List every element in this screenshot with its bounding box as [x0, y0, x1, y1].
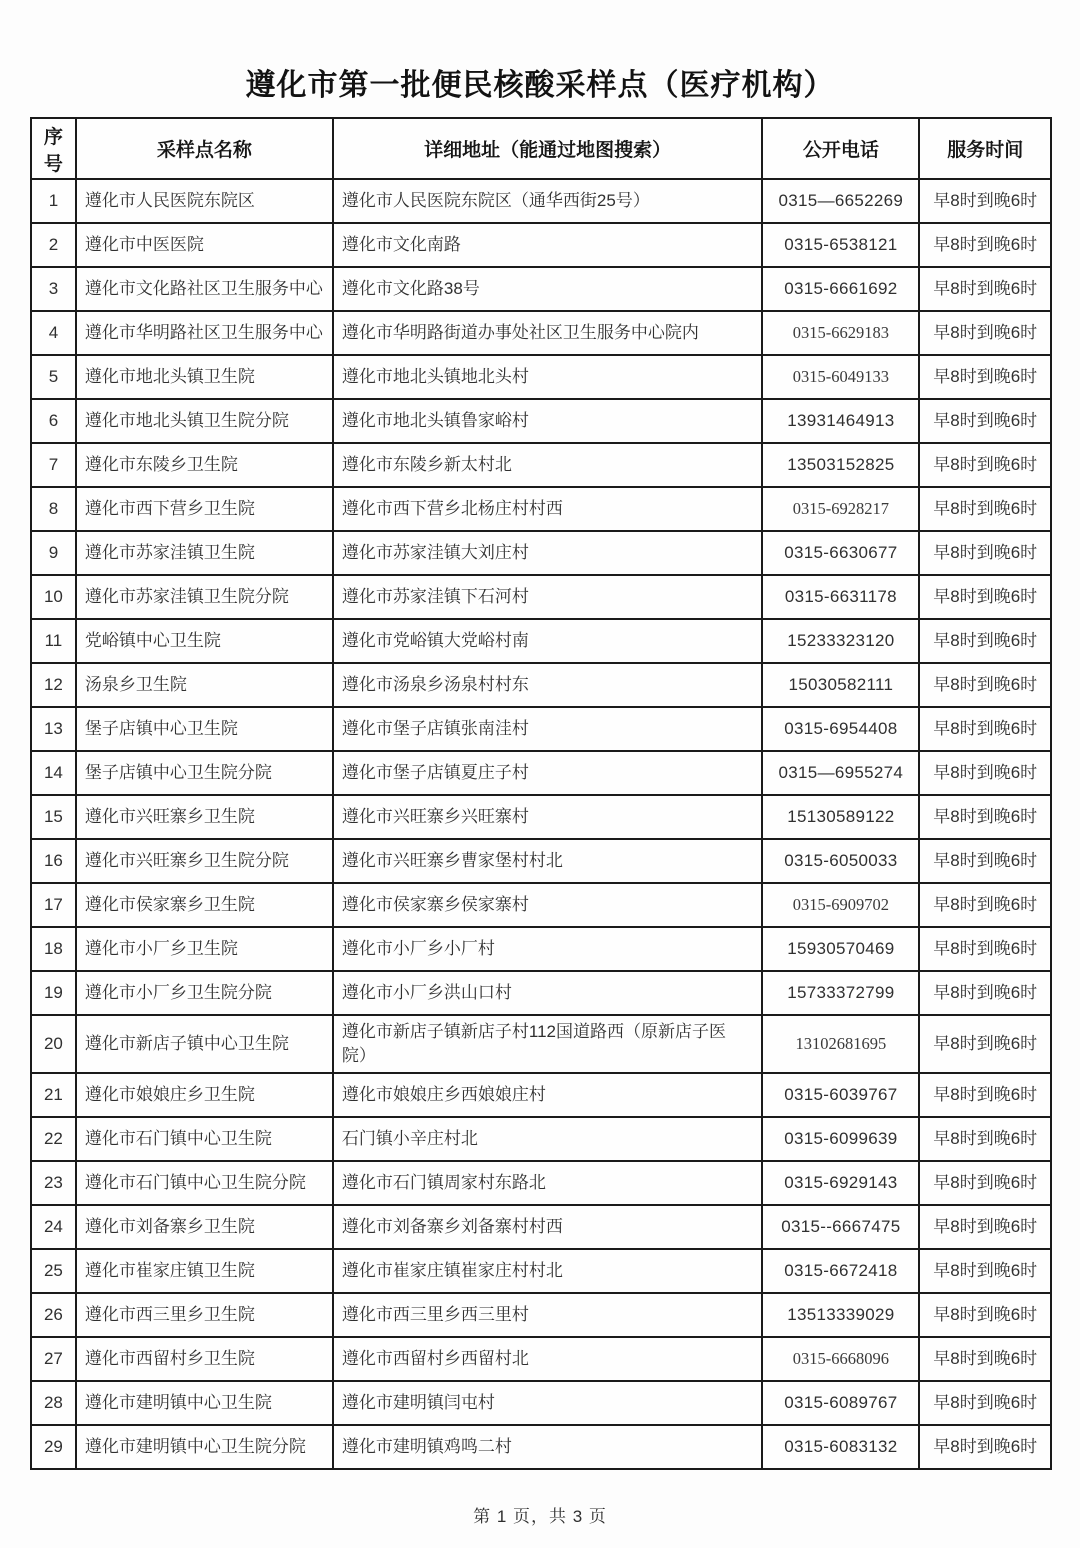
site-address: 石门镇小辛庄村北 — [333, 1117, 762, 1161]
row-number: 7 — [31, 443, 76, 487]
table-row — [31, 575, 1051, 619]
row-number: 25 — [31, 1249, 76, 1293]
site-address: 遵化市东陵乡新太村北 — [333, 443, 762, 487]
table-row — [31, 223, 1051, 267]
table-row — [31, 399, 1051, 443]
site-name: 堡子店镇中心卫生院 — [76, 707, 333, 751]
page-footer: 第 1 页，共 3 页 — [473, 1507, 607, 1526]
site-name: 遵化市建明镇中心卫生院 — [76, 1381, 333, 1425]
service-time: 早8时到晚6时 — [919, 663, 1051, 707]
service-time: 早8时到晚6时 — [919, 1249, 1051, 1293]
site-phone: 13102681695 — [762, 1015, 919, 1073]
table-row — [31, 311, 1051, 355]
table-row — [31, 619, 1051, 663]
site-address: 遵化市侯家寨乡侯家寨村 — [333, 883, 762, 927]
site-address: 遵化市西留村乡西留村北 — [333, 1337, 762, 1381]
table-row — [31, 443, 1051, 487]
site-name: 遵化市华明路社区卫生服务中心 — [76, 311, 333, 355]
column-header: 序号 — [31, 118, 76, 179]
table-row — [31, 1117, 1051, 1161]
header-row — [31, 118, 1051, 179]
row-number: 24 — [31, 1205, 76, 1249]
site-phone: 0315-6909702 — [762, 883, 919, 927]
site-phone: 0315-6629183 — [762, 311, 919, 355]
table-row — [31, 1293, 1051, 1337]
service-time: 早8时到晚6时 — [919, 443, 1051, 487]
page-title: 遵化市第一批便民核酸采样点（医疗机构） — [245, 69, 835, 102]
sampling-points-table — [30, 117, 1052, 1470]
service-time: 早8时到晚6时 — [919, 311, 1051, 355]
site-phone: 0315-6631178 — [762, 575, 919, 619]
site-name: 遵化市苏家洼镇卫生院 — [76, 531, 333, 575]
row-number: 16 — [31, 839, 76, 883]
site-address: 遵化市苏家洼镇下石河村 — [333, 575, 762, 619]
site-name: 遵化市西三里乡卫生院 — [76, 1293, 333, 1337]
row-number: 27 — [31, 1337, 76, 1381]
table-row — [31, 487, 1051, 531]
site-name: 遵化市苏家洼镇卫生院分院 — [76, 575, 333, 619]
site-address: 遵化市堡子店镇张南洼村 — [333, 707, 762, 751]
table-row — [31, 1205, 1051, 1249]
site-address: 遵化市刘备寨乡刘备寨村村西 — [333, 1205, 762, 1249]
site-address: 遵化市西下营乡北杨庄村村西 — [333, 487, 762, 531]
site-phone: 15930570469 — [762, 927, 919, 971]
site-address: 遵化市崔家庄镇崔家庄村村北 — [333, 1249, 762, 1293]
row-number: 13 — [31, 707, 76, 751]
column-header: 服务时间 — [919, 118, 1051, 179]
table-row — [31, 839, 1051, 883]
site-address: 遵化市新店子镇新店子村112国道路西（原新店子医院） — [333, 1015, 762, 1073]
site-address: 遵化市文化路38号 — [333, 267, 762, 311]
service-time: 早8时到晚6时 — [919, 707, 1051, 751]
site-name: 遵化市西下营乡卫生院 — [76, 487, 333, 531]
site-phone: 0315-6661692 — [762, 267, 919, 311]
service-time: 早8时到晚6时 — [919, 575, 1051, 619]
site-name: 遵化市地北头镇卫生院 — [76, 355, 333, 399]
site-phone: 0315-6630677 — [762, 531, 919, 575]
site-phone: 13513339029 — [762, 1293, 919, 1337]
service-time: 早8时到晚6时 — [919, 179, 1051, 223]
site-name: 遵化市刘备寨乡卫生院 — [76, 1205, 333, 1249]
service-time: 早8时到晚6时 — [919, 751, 1051, 795]
site-name: 遵化市文化路社区卫生服务中心 — [76, 267, 333, 311]
table-row — [31, 1249, 1051, 1293]
table-row — [31, 1337, 1051, 1381]
site-phone: 0315-6049133 — [762, 355, 919, 399]
column-header: 采样点名称 — [76, 118, 333, 179]
site-phone: 0315—6652269 — [762, 179, 919, 223]
site-address: 遵化市小厂乡小厂村 — [333, 927, 762, 971]
service-time: 早8时到晚6时 — [919, 1205, 1051, 1249]
site-phone: 15030582111 — [762, 663, 919, 707]
site-address: 遵化市人民医院东院区（通华西街25号） — [333, 179, 762, 223]
row-number: 29 — [31, 1425, 76, 1469]
site-name: 汤泉乡卫生院 — [76, 663, 333, 707]
row-number: 11 — [31, 619, 76, 663]
service-time: 早8时到晚6时 — [919, 1293, 1051, 1337]
table-row — [31, 1015, 1051, 1073]
service-time: 早8时到晚6时 — [919, 487, 1051, 531]
table-row — [31, 1425, 1051, 1469]
site-address: 遵化市石门镇周家村东路北 — [333, 1161, 762, 1205]
site-phone: 0315-6099639 — [762, 1117, 919, 1161]
site-address: 遵化市建明镇鸡鸣二村 — [333, 1425, 762, 1469]
table-row — [31, 927, 1051, 971]
row-number: 15 — [31, 795, 76, 839]
service-time: 早8时到晚6时 — [919, 531, 1051, 575]
site-name: 遵化市东陵乡卫生院 — [76, 443, 333, 487]
site-phone: 15733372799 — [762, 971, 919, 1015]
row-number: 12 — [31, 663, 76, 707]
site-phone: 0315-6668096 — [762, 1337, 919, 1381]
site-name: 遵化市石门镇中心卫生院 — [76, 1117, 333, 1161]
service-time: 早8时到晚6时 — [919, 1073, 1051, 1117]
row-number: 8 — [31, 487, 76, 531]
table-row — [31, 795, 1051, 839]
site-name: 遵化市兴旺寨乡卫生院 — [76, 795, 333, 839]
row-number: 4 — [31, 311, 76, 355]
site-phone: 0315-6928217 — [762, 487, 919, 531]
row-number: 2 — [31, 223, 76, 267]
site-phone: 0315-6039767 — [762, 1073, 919, 1117]
service-time: 早8时到晚6时 — [919, 1381, 1051, 1425]
site-phone: 13503152825 — [762, 443, 919, 487]
site-address: 遵化市汤泉乡汤泉村村东 — [333, 663, 762, 707]
site-name: 遵化市崔家庄镇卫生院 — [76, 1249, 333, 1293]
site-name: 遵化市新店子镇中心卫生院 — [76, 1015, 333, 1073]
table-row — [31, 1161, 1051, 1205]
service-time: 早8时到晚6时 — [919, 619, 1051, 663]
site-address: 遵化市党峪镇大党峪村南 — [333, 619, 762, 663]
site-name: 遵化市侯家寨乡卫生院 — [76, 883, 333, 927]
service-time: 早8时到晚6时 — [919, 1161, 1051, 1205]
site-name: 遵化市地北头镇卫生院分院 — [76, 399, 333, 443]
column-header: 详细地址（能通过地图搜索） — [333, 118, 762, 179]
row-number: 6 — [31, 399, 76, 443]
table-row — [31, 971, 1051, 1015]
site-name: 遵化市石门镇中心卫生院分院 — [76, 1161, 333, 1205]
service-time: 早8时到晚6时 — [919, 267, 1051, 311]
site-name: 遵化市娘娘庄乡卫生院 — [76, 1073, 333, 1117]
row-number: 28 — [31, 1381, 76, 1425]
site-name: 遵化市中医医院 — [76, 223, 333, 267]
row-number: 10 — [31, 575, 76, 619]
table-row — [31, 751, 1051, 795]
row-number: 19 — [31, 971, 76, 1015]
site-phone: 13931464913 — [762, 399, 919, 443]
site-address: 遵化市兴旺寨乡兴旺寨村 — [333, 795, 762, 839]
table-row — [31, 531, 1051, 575]
site-name: 遵化市西留村乡卫生院 — [76, 1337, 333, 1381]
table-row — [31, 663, 1051, 707]
site-address: 遵化市建明镇闫屯村 — [333, 1381, 762, 1425]
site-phone: 0315-6672418 — [762, 1249, 919, 1293]
site-phone: 0315—6955274 — [762, 751, 919, 795]
row-number: 9 — [31, 531, 76, 575]
service-time: 早8时到晚6时 — [919, 927, 1051, 971]
table-body — [31, 179, 1051, 1469]
site-address: 遵化市小厂乡洪山口村 — [333, 971, 762, 1015]
table-row — [31, 179, 1051, 223]
site-address: 遵化市堡子店镇夏庄子村 — [333, 751, 762, 795]
table-row — [31, 1381, 1051, 1425]
service-time: 早8时到晚6时 — [919, 223, 1051, 267]
row-number: 18 — [31, 927, 76, 971]
site-phone: 0315-6083132 — [762, 1425, 919, 1469]
row-number: 1 — [31, 179, 76, 223]
site-name: 遵化市兴旺寨乡卫生院分院 — [76, 839, 333, 883]
site-phone: 0315--6667475 — [762, 1205, 919, 1249]
row-number: 3 — [31, 267, 76, 311]
site-phone: 0315-6954408 — [762, 707, 919, 751]
row-number: 23 — [31, 1161, 76, 1205]
site-name: 堡子店镇中心卫生院分院 — [76, 751, 333, 795]
site-phone: 0315-6050033 — [762, 839, 919, 883]
site-phone: 15130589122 — [762, 795, 919, 839]
service-time: 早8时到晚6时 — [919, 795, 1051, 839]
service-time: 早8时到晚6时 — [919, 1117, 1051, 1161]
column-header: 公开电话 — [762, 118, 919, 179]
table-row — [31, 883, 1051, 927]
site-address: 遵化市娘娘庄乡西娘娘庄村 — [333, 1073, 762, 1117]
site-phone: 0315-6089767 — [762, 1381, 919, 1425]
site-address: 遵化市文化南路 — [333, 223, 762, 267]
service-time: 早8时到晚6时 — [919, 1015, 1051, 1073]
site-name: 遵化市建明镇中心卫生院分院 — [76, 1425, 333, 1469]
site-address: 遵化市兴旺寨乡曹家堡村村北 — [333, 839, 762, 883]
site-name: 党峪镇中心卫生院 — [76, 619, 333, 663]
row-number: 17 — [31, 883, 76, 927]
service-time: 早8时到晚6时 — [919, 1425, 1051, 1469]
table-row — [31, 267, 1051, 311]
site-address: 遵化市地北头镇地北头村 — [333, 355, 762, 399]
site-phone: 15233323120 — [762, 619, 919, 663]
row-number: 21 — [31, 1073, 76, 1117]
service-time: 早8时到晚6时 — [919, 971, 1051, 1015]
service-time: 早8时到晚6时 — [919, 883, 1051, 927]
service-time: 早8时到晚6时 — [919, 355, 1051, 399]
site-phone: 0315-6538121 — [762, 223, 919, 267]
service-time: 早8时到晚6时 — [919, 1337, 1051, 1381]
row-number: 14 — [31, 751, 76, 795]
site-address: 遵化市西三里乡西三里村 — [333, 1293, 762, 1337]
table-row — [31, 707, 1051, 751]
row-number: 20 — [31, 1015, 76, 1073]
row-number: 22 — [31, 1117, 76, 1161]
table-row — [31, 1073, 1051, 1117]
row-number: 26 — [31, 1293, 76, 1337]
site-name: 遵化市人民医院东院区 — [76, 179, 333, 223]
table-row — [31, 355, 1051, 399]
site-name: 遵化市小厂乡卫生院 — [76, 927, 333, 971]
row-number: 5 — [31, 355, 76, 399]
site-name: 遵化市小厂乡卫生院分院 — [76, 971, 333, 1015]
service-time: 早8时到晚6时 — [919, 839, 1051, 883]
service-time: 早8时到晚6时 — [919, 399, 1051, 443]
site-phone: 0315-6929143 — [762, 1161, 919, 1205]
site-address: 遵化市苏家洼镇大刘庄村 — [333, 531, 762, 575]
site-address: 遵化市华明路街道办事处社区卫生服务中心院内 — [333, 311, 762, 355]
site-address: 遵化市地北头镇鲁家峪村 — [333, 399, 762, 443]
